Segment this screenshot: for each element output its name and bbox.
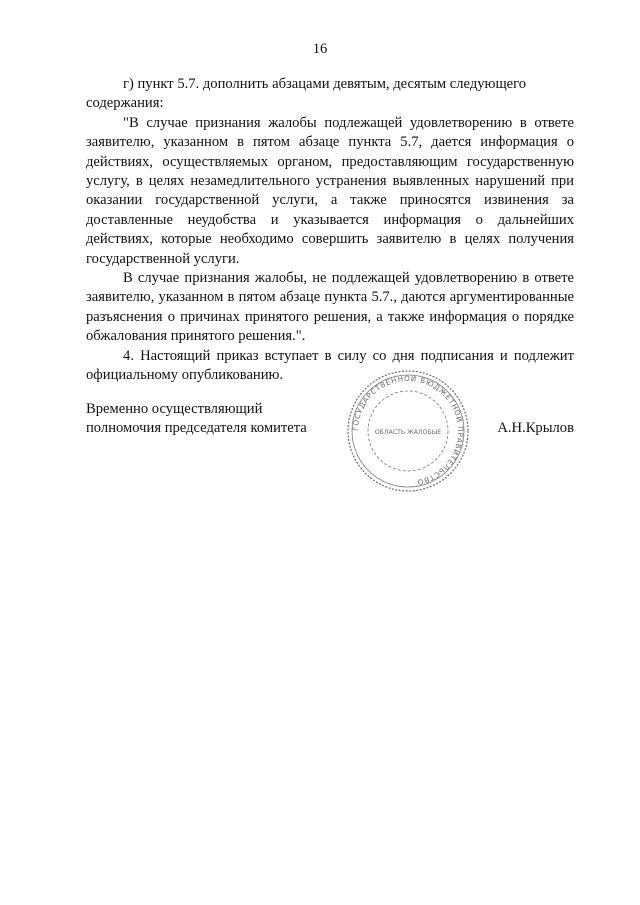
stamp-ring-text: ГОСУДАРСТВЕННОЙ БЮДЖЕТНОЙ ПРАВИТЕЛЬСТВО <box>350 373 466 488</box>
paragraph-quote-2: В случае признания жалобы, не подлежащей удовлетворению в ответе заявителю, указанном в пятом абзаце пункта 5.7., даются аргументированные разъяснения о причинах принятого решения, а также информация о порядке обжалования принятого решения.". <box>86 270 574 345</box>
paragraph-item-g: г) пункт 5.7. дополнить абзацами девятым, десятым следующего <box>123 76 527 92</box>
signatory-position <box>86 400 346 439</box>
signatory-name: А.Н.Крылов <box>497 420 574 436</box>
paragraph-content-label: содержания: <box>86 95 164 112</box>
official-seal-stamp <box>345 368 471 494</box>
stamp-center-text: ОБЛАСТЬ ЖАЛОБЫЕ <box>374 429 442 436</box>
document-body <box>86 75 574 386</box>
position-line-1: Временно осуществляющий <box>86 401 263 417</box>
page-number: 16 <box>312 41 328 57</box>
paragraph-item-4: 4. Настоящий приказ вступает в силу со дня подписания и подлежит официальному опубликованию. <box>86 347 574 384</box>
paragraph-quote-1: "В случае признания жалобы подлежащей удовлетворению в ответе заявителю, указанном в пятом абзаце пункта 5.7, дается информация о действиях, осуществляемых органом, предоставляющим государственную услугу, в целях незамедлительного устранения выявленных нарушений при оказании государственной услуги, а также приносятся извинения за доставленные неудобства и указывается информация о дальнейших действиях, которые необходимо совершить заявителю в целях получения государственной услуги. <box>86 114 574 267</box>
position-line-2: полномочия председателя комитета <box>86 420 307 437</box>
